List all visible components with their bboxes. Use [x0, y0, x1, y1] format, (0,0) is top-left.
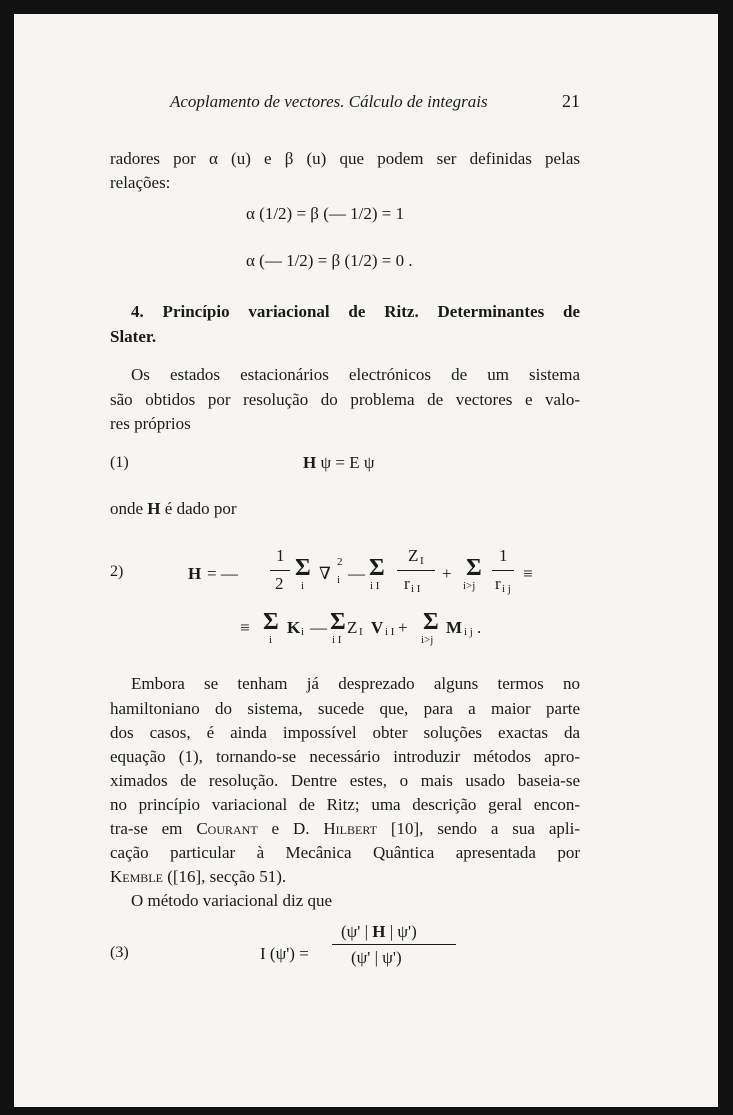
paragraph-line: tra-se em Courant e D. Hilbert [10], sendo a sua apli- — [110, 819, 581, 838]
fraction-denominator: (ψ' | ψ') — [351, 948, 402, 967]
paragraph-line: Kemble ([16], secção 51). — [110, 867, 287, 886]
sum-sign: Σ — [263, 609, 279, 635]
page-number: 21 — [562, 91, 580, 111]
equation-schrodinger — [303, 453, 375, 473]
paragraph-line: equação (1), tornando-se necessário introduzir métodos apro- — [110, 747, 580, 766]
paragraph-line: dos casos, é ainda impossível obter soluções exactas da — [110, 723, 580, 742]
paragraph-line: hamiltoniano do sistema, sucede que, para a maior parte — [110, 699, 580, 718]
paragraph-line: res próprios — [110, 414, 191, 433]
paragraph-line: radores por α (u) e β (u) que podem ser definidas pelas — [110, 149, 580, 168]
equation-number: (1) — [110, 454, 129, 471]
paragraph-line: ximados de resolução. Dentre estes, o mais usado baseia-se — [110, 771, 580, 790]
paragraph-line: onde H é dado por — [110, 499, 237, 518]
paragraph-line: cação particular à Mecânica Quântica apresentada por — [110, 843, 580, 862]
operator-h: H — [303, 453, 317, 472]
paragraph-line: são obtidos por resolução do problema de vectores e valo- — [110, 390, 580, 409]
paragraph-line: Embora se tenham já desprezado alguns termos no — [131, 674, 580, 693]
sum-sign: Σ — [369, 555, 385, 581]
equation-alpha-1: α (1/2) = β (— 1/2) = 1 — [246, 204, 405, 223]
sum-sign: Σ — [295, 555, 311, 581]
paragraph-line: no princípio variacional de Ritz; uma descrição geral encon- — [110, 795, 580, 814]
equation-rhs: ψ = E ψ — [320, 453, 375, 472]
sum-sign: Σ — [466, 555, 482, 581]
paragraph-line: relações: — [110, 173, 171, 192]
fraction-numerator: (ψ' | H | ψ') — [341, 922, 417, 941]
paragraph-line: O método variacional diz que — [131, 891, 333, 910]
operator-h: H — [188, 564, 202, 583]
equation-number: (3) — [110, 944, 129, 961]
equation-lhs: I (ψ') = — [260, 944, 309, 963]
paragraph-line: Os estados estacionários electrónicos de um sistema — [131, 365, 580, 384]
author-courant: Courant — [196, 819, 258, 838]
section-heading: 4. Princípio variacional de Ritz. Determinantes de — [131, 302, 580, 321]
section-heading-continued: Slater. — [110, 327, 157, 346]
author-kemble: Kemble — [110, 867, 163, 886]
running-header: Acoplamento de vectores. Cálculo de integrais — [170, 92, 488, 111]
document-page: Acoplamento de vectores. Cálculo de integrais 21 radores por α (u) e β (u) que podem ser definidas pelas relações: α (1/2) = β (— 1/2) = 1 α (— 1/2) = β (1/2) = 0 . 4. Princípio variacional de Ritz. Determinantes de Slater. Os estados estacionários electrónicos de um sistema são obtidos por resolução do problema de vectores e valo- res próprios (1) H ψ = E ψ onde H é dado por 2) H = — 1 2 Σ i ∇ 2 i — Σ i I Z I r i I + Σ i>j 1 r i j ≡ ≡ Σ i K i — Σ i I Z I V i I + Σ i>j M i j . Embora se tenham já desprezado alguns termos no hamiltoniano do sistema, sucede que, para a maior parte dos casos, é ainda impossível obter soluções exactas da equação (1), tornando-se necessário introduzir métodos apro- ximados de resolução. Dentre estes, o mais usado baseia-se no princípio variacional de Ritz; uma descrição geral encon- tra-se em Courant e D. Hilbert [10], sendo a sua apli- cação particular à Mecânica Quântica apresentada por Kemble ([16], secção 51). O método variacional diz que (3) I (ψ') = (ψ' | H | ψ') (ψ' | ψ') — [14, 14, 718, 1107]
equation-alpha-2: α (— 1/2) = β (1/2) = 0 . — [246, 251, 413, 270]
sum-sign: Σ — [330, 609, 346, 635]
author-hilbert: Hilbert — [323, 819, 377, 838]
sum-sign: Σ — [423, 609, 439, 635]
equation-number: 2) — [110, 563, 124, 580]
